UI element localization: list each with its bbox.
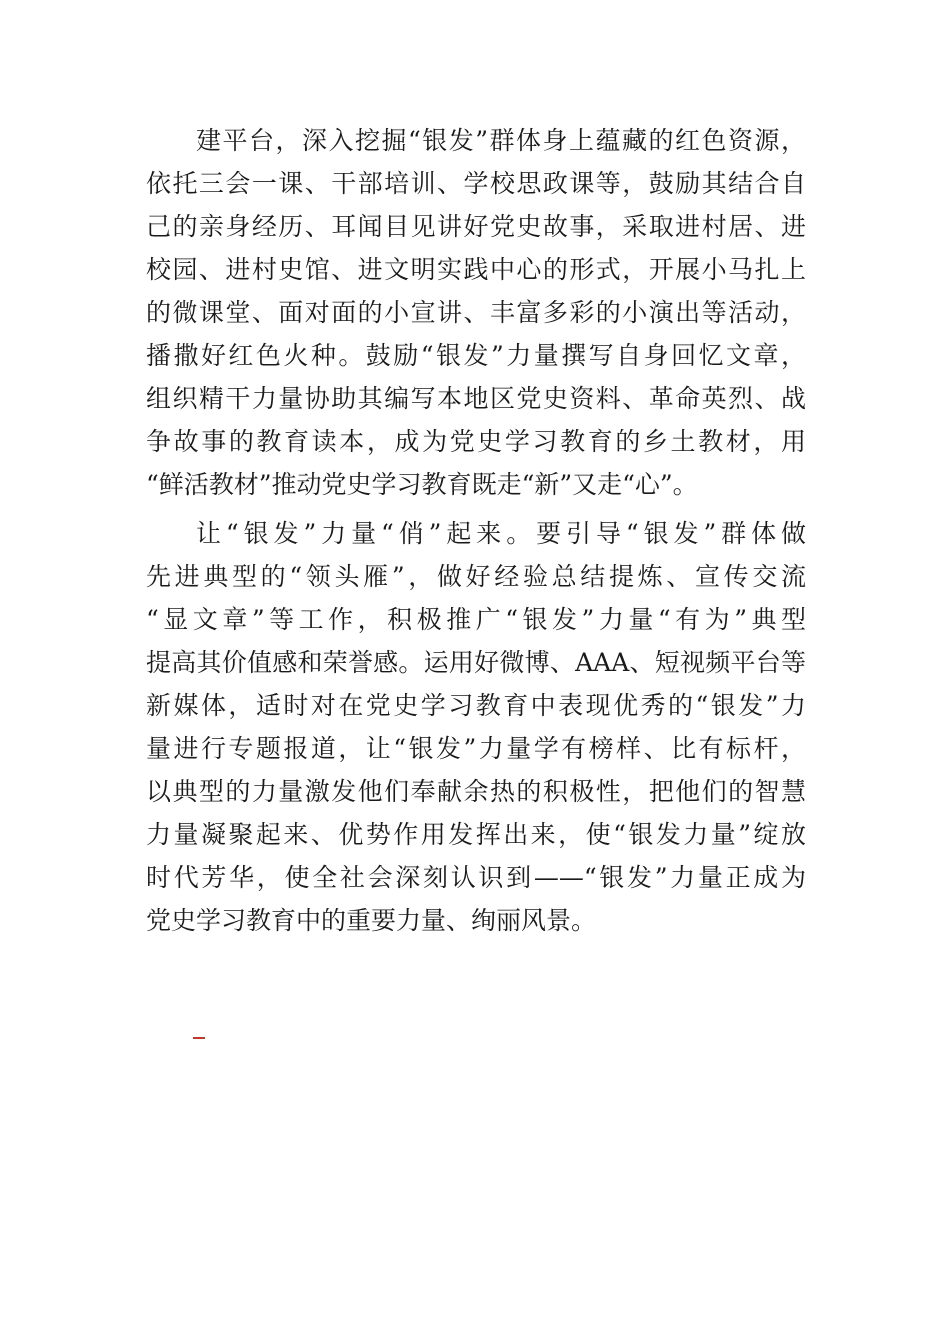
paragraph-1-line: 播撒好红色火种。鼓励“银发”力量撰写自身回忆文章， [146, 341, 806, 370]
paragraph-2-line: 党史学习教育中的重要力量、绚丽风景。 [146, 906, 597, 935]
paragraph-2-line: 让“银发”力量“俏”起来。要引导“银发”群体做 [196, 519, 806, 548]
paragraph-2-line: 时代芳华，使全社会深刻认识到——“银发”力量正成为 [146, 863, 806, 892]
paragraph-2-line: 新媒体，适时对在党史学习教育中表现优秀的“银发”力 [146, 691, 806, 720]
paragraph-1-line: 建平台，深入挖掘“银发”群体身上蕴藏的红色资源， [196, 126, 806, 155]
paragraph-2-line: 提高其价值感和荣誉感。运用好微博、AAA、短视频平台等 [146, 648, 806, 677]
paragraph-1-line: 校园、进村史馆、进文明实践中心的形式，开展小马扎上 [146, 255, 806, 284]
red-dash-mark [193, 1037, 205, 1039]
paragraph-1-line: 组织精干力量协助其编写本地区党史资料、革命英烈、战 [146, 384, 806, 413]
paragraph-1-line: 争故事的教育读本，成为党史学习教育的乡土教材，用 [146, 427, 806, 456]
paragraph-1-line: 的微课堂、面对面的小宣讲、丰富多彩的小演出等活动， [146, 298, 806, 327]
paragraph-2-line: 以典型的力量激发他们奉献余热的积极性，把他们的智慧 [146, 777, 806, 806]
paragraph-1-line: 依托三会一课、干部培训、学校思政课等，鼓励其结合自 [146, 169, 806, 198]
paragraph-2-line: 量进行专题报道，让“银发”力量学有榜样、比有标杆， [146, 734, 806, 763]
paragraph-2-line: 力量凝聚起来、优势作用发挥出来，使“银发力量”绽放 [146, 820, 806, 849]
paragraph-1-line: 己的亲身经历、耳闻目见讲好党史故事，采取进村居、进 [146, 212, 806, 241]
paragraph-2-line: 先进典型的“领头雁”，做好经验总结提炼、宣传交流 [146, 562, 806, 591]
paragraph-2-line: “显文章”等工作，积极推广“银发”力量“有为”典型 [146, 605, 806, 634]
paragraph-1-line: “鲜活教材”推动党史学习教育既走“新”又走“心”。 [146, 470, 698, 499]
